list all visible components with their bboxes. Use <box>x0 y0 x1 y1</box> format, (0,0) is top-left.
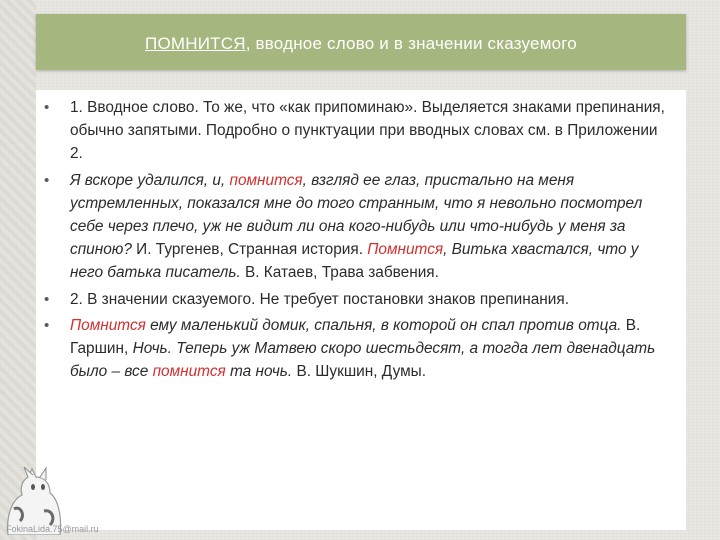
bullet-marker: • <box>44 290 50 308</box>
slide-title <box>36 34 686 54</box>
text-segment: 2. В значении сказуемого. Не требует постановки знаков препинания. <box>70 290 569 308</box>
text-segment: та ночь. <box>225 363 293 381</box>
bullet-marker: • <box>44 171 50 189</box>
bullet-item <box>44 96 672 166</box>
title-keyword: ПОМНИТСЯ <box>145 34 246 53</box>
text-segment: Ночь. Теперь уж Матвею скоро шестьдесят, а тогда лет двенадцать было – все <box>70 340 656 381</box>
slide-title-bar <box>36 14 686 70</box>
bullet-list <box>36 90 686 383</box>
text-segment: , взгляд ее глаз, пристально на меня устремленных, показался мне до того странным, что я невольно посмотрел себе через плечо, уж не видит ли она кого-нибудь или что-нибудь у меня за спиною? <box>70 171 643 259</box>
watermark-text: FokinaLida.75@mail.ru <box>6 524 99 534</box>
cat-illustration <box>0 455 70 535</box>
bullet-item <box>44 169 672 285</box>
bullet-marker: • <box>44 316 50 334</box>
highlighted-word: Помнится <box>70 316 146 334</box>
text-segment: ему маленький домик, спальня, в которой он спал против отца. <box>145 316 622 334</box>
bullet-item <box>44 288 672 311</box>
highlighted-word: помнится <box>152 363 226 381</box>
text-segment: В. Гаршин, <box>70 316 641 358</box>
highlighted-word: помнится <box>229 171 303 189</box>
highlighted-word: Помнится <box>367 241 444 259</box>
text-segment: Я вскоре удалился, и, <box>70 171 230 189</box>
text-segment: В. Шукшин, Думы. <box>292 363 427 381</box>
bullet-item <box>44 314 672 384</box>
content-panel <box>36 90 686 530</box>
text-segment: И. Тургенев, Странная история. <box>131 241 368 259</box>
text-segment: , Витька хвастался, что у него батька писатель. <box>70 241 639 282</box>
text-segment: 1. Вводное слово. То же, что «как припоминаю». Выделяется знаками препинания, обычно запятыми. Подробно о пунктуации при вводных словах см. в Приложении 2. <box>70 99 665 163</box>
bullet-marker: • <box>44 99 50 116</box>
title-rest: , вводное слово и в значении сказуемого <box>245 34 577 53</box>
text-segment: В. Катаев, Трава забвения. <box>240 264 439 282</box>
